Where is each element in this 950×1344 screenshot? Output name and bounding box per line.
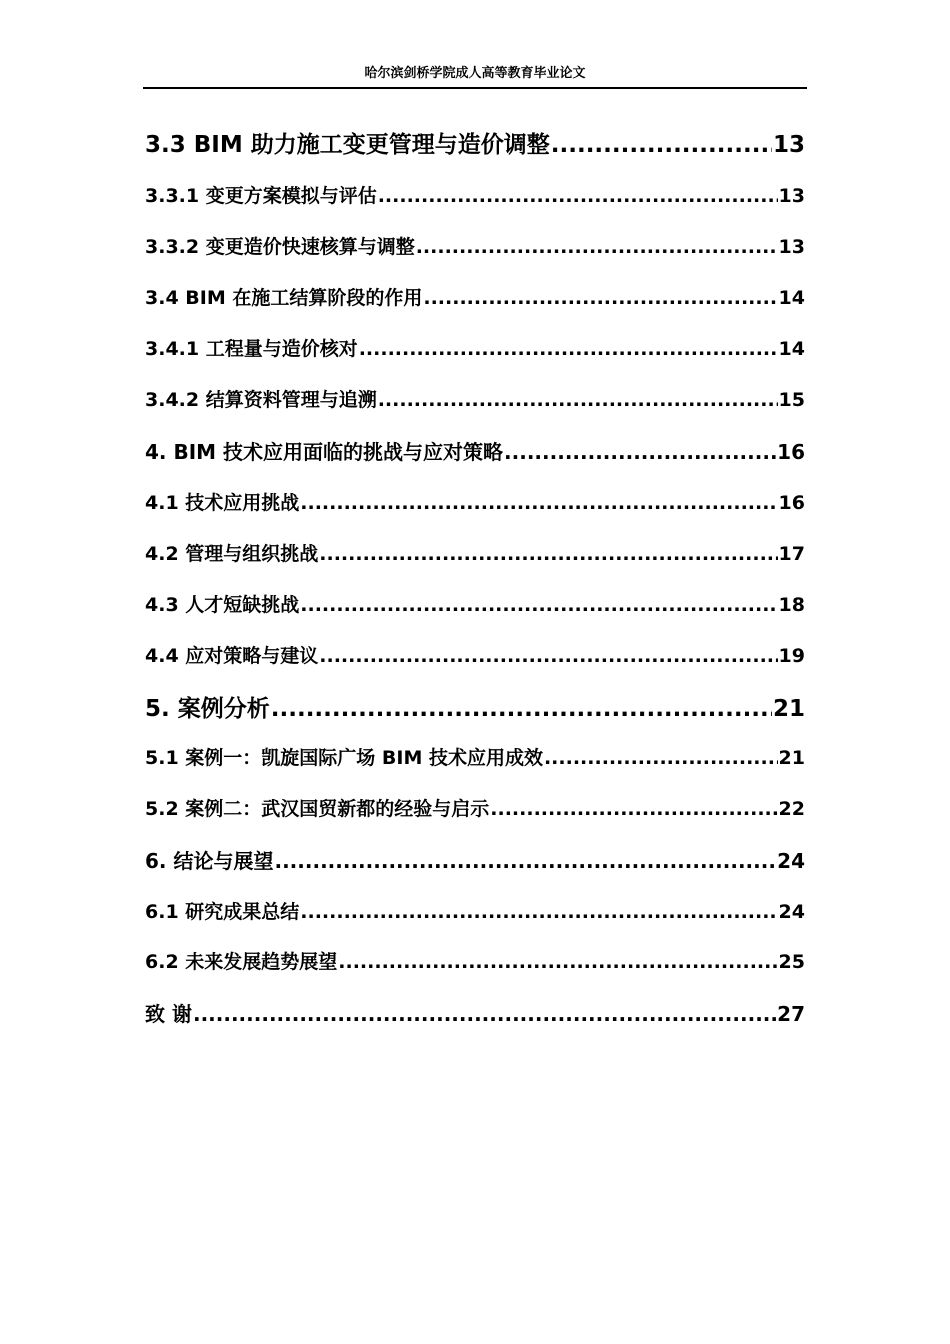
toc-dot-leader xyxy=(544,747,778,769)
toc-dot-leader xyxy=(319,543,777,565)
toc-entry-page: 25 xyxy=(778,951,805,973)
toc-entry-title: 5.2 案例二：武汉国贸新都的经验与启示 xyxy=(145,798,490,820)
toc-dot-leader xyxy=(300,492,777,514)
toc-entry[interactable] xyxy=(145,947,805,974)
toc-entry[interactable] xyxy=(145,690,805,723)
toc-entry-page: 19 xyxy=(778,645,805,667)
toc-entry[interactable] xyxy=(145,794,805,821)
toc-entry-title: 4.3 人才短缺挑战 xyxy=(145,594,300,616)
toc-entry-title: 4.4 应对策略与建议 xyxy=(145,645,319,667)
toc-entry-title: 3.4.2 结算资料管理与追溯 xyxy=(145,389,377,411)
toc-entry[interactable] xyxy=(145,385,805,412)
toc-dot-leader xyxy=(378,389,778,411)
toc-entry[interactable] xyxy=(145,488,805,515)
toc-entry-title: 6. 结论与展望 xyxy=(145,849,274,873)
toc-entry-page: 24 xyxy=(777,849,805,873)
toc-dot-leader xyxy=(416,236,778,258)
toc-entry-title: 4. BIM 技术应用面临的挑战与应对策略 xyxy=(145,440,504,464)
header-divider xyxy=(143,87,807,89)
toc-entry-page: 16 xyxy=(777,440,805,464)
toc-dot-leader xyxy=(338,951,777,973)
toc-entry[interactable] xyxy=(145,334,805,361)
toc-entry-page: 22 xyxy=(778,798,805,820)
toc-entry[interactable] xyxy=(145,539,805,566)
toc-entry-page: 13 xyxy=(778,236,805,258)
toc-entry-title: 致 谢 xyxy=(145,1002,192,1026)
toc-entry-title: 6.1 研究成果总结 xyxy=(145,901,300,923)
toc-entry-page: 21 xyxy=(772,696,805,722)
toc-entry-title: 6.2 未来发展趋势展望 xyxy=(145,951,338,973)
toc-entry[interactable] xyxy=(145,743,805,770)
toc-entry-title: 3.3 BIM 助力施工变更管理与造价调整 xyxy=(145,132,550,158)
toc-entry[interactable] xyxy=(145,283,805,310)
toc-entry-page: 13 xyxy=(778,185,805,207)
toc-entry[interactable] xyxy=(145,897,805,924)
toc-entry-title: 5. 案例分析 xyxy=(145,696,270,722)
toc-entry[interactable] xyxy=(145,436,805,465)
toc-entry-page: 24 xyxy=(778,901,805,923)
toc-entry-title: 3.4.1 工程量与造价核对 xyxy=(145,338,358,360)
toc-entry-title: 3.3.2 变更造价快速核算与调整 xyxy=(145,236,415,258)
toc-dot-leader xyxy=(504,440,776,464)
toc-entry-title: 5.1 案例一：凯旋国际广场 BIM 技术应用成效 xyxy=(145,747,543,769)
toc-dot-leader xyxy=(271,696,772,722)
toc-dot-leader xyxy=(319,645,777,667)
toc-entry-page: 17 xyxy=(778,543,805,565)
toc-dot-leader xyxy=(300,901,777,923)
toc-entry[interactable] xyxy=(145,590,805,617)
toc-entry-title: 4.1 技术应用挑战 xyxy=(145,492,300,514)
toc-entry[interactable] xyxy=(145,126,805,159)
toc-entry-page: 16 xyxy=(778,492,805,514)
toc-entry-page: 21 xyxy=(778,747,805,769)
toc-entry[interactable] xyxy=(145,181,805,208)
toc-dot-leader xyxy=(551,132,772,158)
toc-dot-leader xyxy=(300,594,777,616)
toc-dot-leader xyxy=(423,287,777,309)
toc-entry-title: 3.4 BIM 在施工结算阶段的作用 xyxy=(145,287,423,309)
toc-entry-page: 15 xyxy=(778,389,805,411)
toc-entry[interactable] xyxy=(145,641,805,668)
toc-entry-page: 27 xyxy=(777,1002,805,1026)
toc-entry-page: 18 xyxy=(778,594,805,616)
toc-dot-leader xyxy=(378,185,778,207)
toc-entry-title: 3.3.1 变更方案模拟与评估 xyxy=(145,185,377,207)
toc-entry[interactable] xyxy=(145,232,805,259)
toc-entry-page: 14 xyxy=(778,287,805,309)
toc-dot-leader xyxy=(359,338,778,360)
toc-dot-leader xyxy=(193,1002,776,1026)
toc-entry-title: 4.2 管理与组织挑战 xyxy=(145,543,319,565)
toc-entry[interactable] xyxy=(145,845,805,874)
toc-dot-leader xyxy=(490,798,777,820)
toc-entry[interactable] xyxy=(145,998,805,1027)
toc-entry-page: 13 xyxy=(772,132,805,158)
page-header: 哈尔滨剑桥学院成人高等教育毕业论文 xyxy=(364,66,586,81)
toc-dot-leader xyxy=(274,849,776,873)
toc-entry-page: 14 xyxy=(778,338,805,360)
